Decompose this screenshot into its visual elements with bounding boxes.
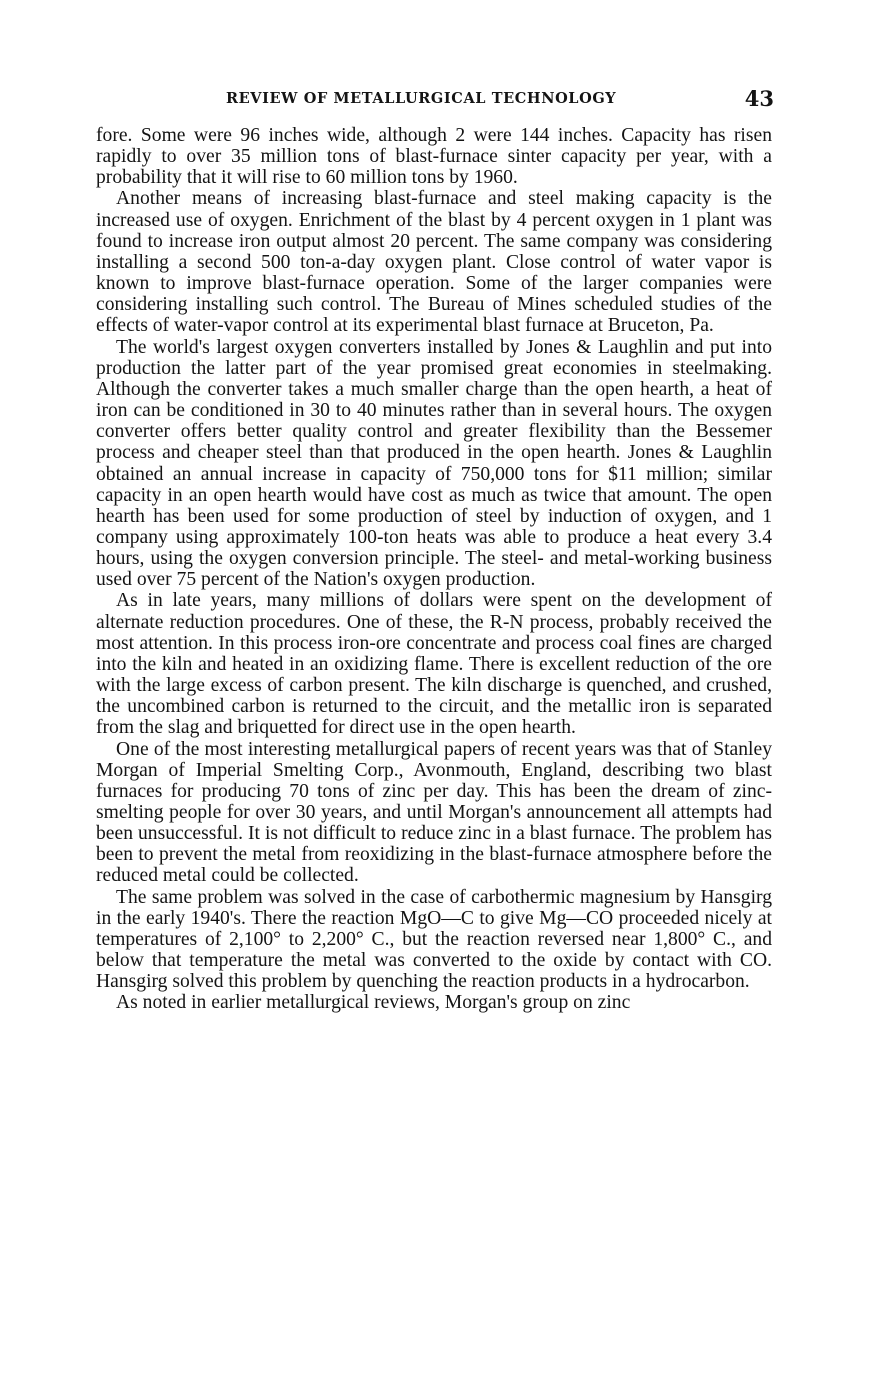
paragraph-6: The same problem was solved in the case of carbothermic magnesium by Hansgirg in the early 1940's. There the reaction MgO—C to give Mg—CO proceeded nicely at temperatures of 2,100° to 2,200° C., but the reaction reversed near 1,800° C., and below that temperature the metal was converted to the oxide by contact with CO. Hansgirg solved this problem by quenching the reaction products in a hydrocarbon. bbox=[96, 886, 772, 993]
page-number: 43 bbox=[744, 86, 774, 111]
paragraph-5: One of the most interesting metallurgical papers of recent years was that of Stanley Morgan of Imperial Smelting Corp., Avonmouth, England, describing two blast furnaces for producing 70 tons of zinc per day. This has been the dream of zinc-smelting people for over 30 years, and until Morgan's announcement all attempts had been unsuccessful. It is not difficult to reduce zinc in a blast furnace. The problem has been to prevent the metal from reoxidizing in the blast-furnace atmosphere before the reduced metal could be collected. bbox=[96, 738, 772, 887]
running-head bbox=[96, 88, 776, 114]
running-title: REVIEW OF METALLURGICAL TECHNOLOGY bbox=[226, 90, 617, 107]
paragraph-4: As in late years, many millions of dollars were spent on the development of alternate reduction procedures. One of these, the R-N process, probably received the most attention. In this process iron-ore concentrate and process coal fines are charged into the kiln and heated in an oxidizing flame. There is excellent reduction of the ore with the large excess of carbon present. The kiln discharge is quenched, and crushed, the uncombined carbon is returned to the circuit, and the metallic iron is separated from the slag and briquetted for direct use in the open hearth. bbox=[96, 590, 772, 739]
paragraph-7: As noted in earlier metallurgical reviews, Morgan's group on zinc bbox=[116, 992, 631, 1014]
paragraph-1: fore. Some were 96 inches wide, although 2 were 144 inches. Capacity has risen rapidly to over 35 million tons of blast-furnace sinter capacity per year, with a probability that it will rise to 60 million tons by 1960. bbox=[96, 125, 772, 189]
body-text bbox=[96, 125, 772, 1014]
paragraph-2: Another means of increasing blast-furnace and steel making capacity is the increased use of oxygen. Enrichment of the blast by 4 percent oxygen in 1 plant was found to increase iron output almost 20 percent. The same company was considering installing a second 500 ton-a-day oxygen plant. Close control of water vapor is known to improve blast-furnace operation. Some of the larger companies were considering installing such control. The Bureau of Mines scheduled studies of the effects of water-vapor control at its experimental blast furnace at Bruceton, Pa. bbox=[96, 188, 772, 337]
paragraph-3: The world's largest oxygen converters installed by Jones & Laughlin and put into production the latter part of the year promised great economies in steelmaking. Although the converter takes a much smaller charge than the open hearth, a heat of iron can be conditioned in 30 to 40 minutes rather than in several hours. The oxygen converter offers better quality control and greater flexibility than the Bessemer process and cheaper steel than that produced in the open hearth. Jones & Laughlin obtained an annual increase in capacity of 750,000 tons for $11 million; similar capacity in an open hearth would have cost as much as twice that amount. The open hearth has been used for some production of steel by induction of oxygen, and 1 company using approximately 100-ton heats was able to produce a heat every 3.4 hours, using the oxygen conversion principle. The steel- and metal-working business used over 75 percent of the Nation's oxygen production. bbox=[96, 336, 772, 591]
